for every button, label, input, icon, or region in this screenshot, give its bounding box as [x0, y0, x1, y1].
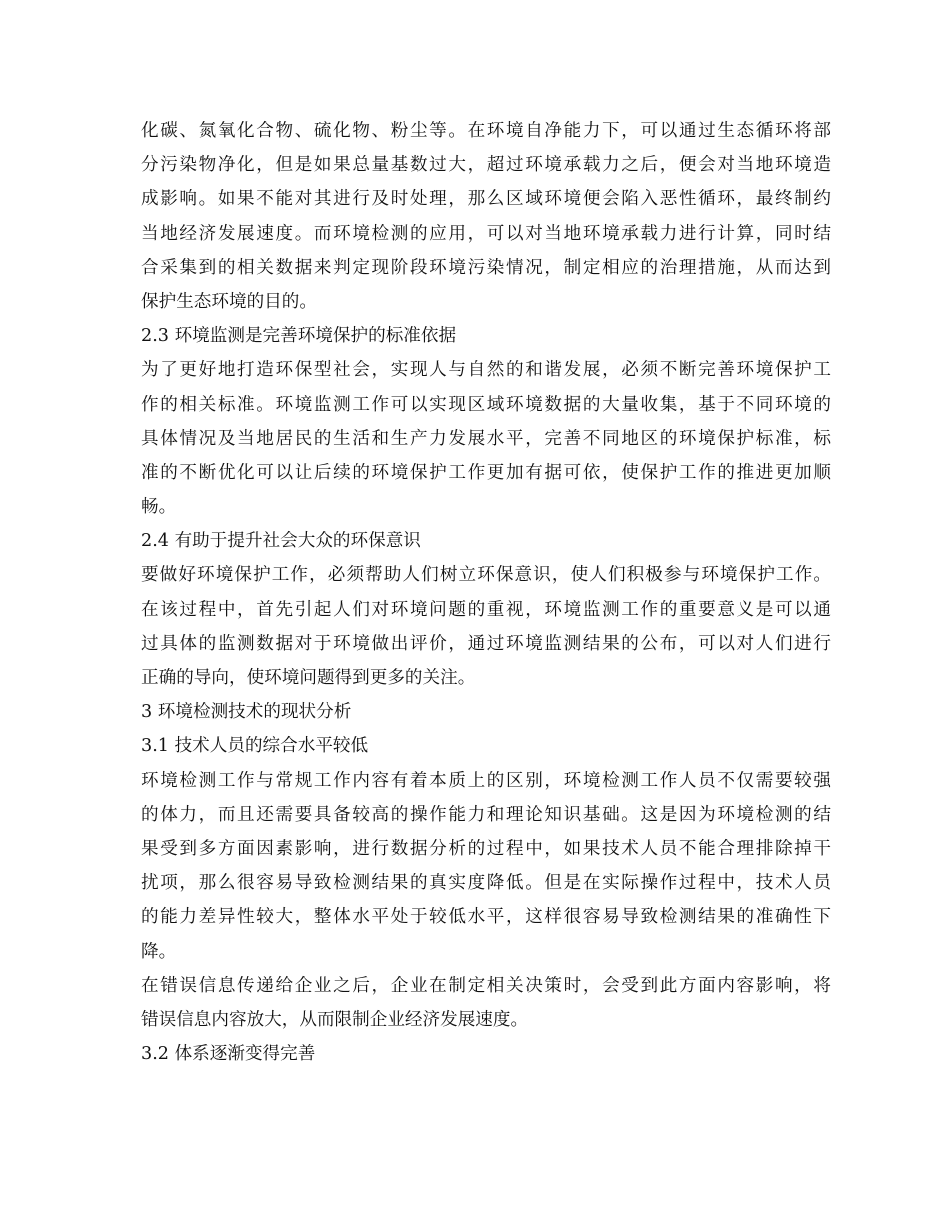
- paragraph-line: 分污染物净化，但是如果总量基数过大，超过环境承载力之后，便会对当地环境造: [141, 155, 831, 176]
- paragraph-line: 准的不断优化可以让后续的环境保护工作更加有据可依，使保护工作的推进更加顺: [141, 462, 831, 483]
- paragraph-line: 要做好环境保护工作，必须帮助人们树立环保意识，使人们积极参与环境保护工作。: [141, 565, 831, 586]
- section-heading: 3.1 技术人员的综合水平较低: [141, 736, 369, 757]
- paragraph-line: 具体情况及当地居民的生活和生产力发展水平，完善不同地区的环境保护标准，标: [141, 428, 831, 449]
- paragraph-line: 错误信息内容放大，从而限制企业经济发展速度。: [141, 1009, 529, 1030]
- paragraph-line: 过具体的监测数据对于环境做出评价，通过环境监测结果的公布，可以对人们进行: [141, 633, 831, 654]
- section-heading: 2.4 有助于提升社会大众的环保意识: [141, 531, 421, 552]
- paragraph-line: 保护生态环境的目的。: [141, 291, 317, 312]
- paragraph-line: 扰项，那么很容易导致检测结果的真实度降低。但是在实际操作过程中，技术人员: [141, 873, 831, 894]
- section-heading: 2.3 环境监测是完善环境保护的标准依据: [141, 326, 457, 347]
- paragraph-line: 作的相关标准。环境监测工作可以实现区域环境数据的大量收集，基于不同环境的: [141, 394, 831, 415]
- paragraph-line: 畅。: [141, 497, 177, 518]
- paragraph-line: 合采集到的相关数据来判定现阶段环境污染情况，制定相应的治理措施，从而达到: [141, 257, 831, 278]
- paragraph-line: 化碳、氮氧化合物、硫化物、粉尘等。在环境自净能力下，可以通过生态循环将部: [141, 121, 831, 141]
- paragraph-line: 的能力差异性较大，整体水平处于较低水平，这样很容易导致检测结果的准确性下: [141, 907, 831, 928]
- paragraph-line: 正确的导向，使环境问题得到更多的关注。: [141, 668, 476, 688]
- section-heading: 3 环境检测技术的现状分析: [141, 702, 352, 723]
- paragraph-line: 在该过程中，首先引起人们对环境问题的重视，环境监测工作的重要意义是可以通: [141, 599, 831, 620]
- paragraph-line: 果受到多方面因素影响，进行数据分析的过程中，如果技术人员不能合理排除掉干: [141, 838, 831, 859]
- paragraph-line: 降。: [141, 941, 177, 962]
- paragraph-line: 在错误信息传递给企业之后，企业在制定相关决策时，会受到此方面内容影响，将: [141, 975, 831, 996]
- paragraph-line: 成影响。如果不能对其进行及时处理，那么区域环境便会陷入恶性循环，最终制约: [141, 189, 831, 210]
- paragraph-line: 环境检测工作与常规工作内容有着本质上的区别，环境检测工作人员不仅需要较强: [141, 770, 831, 791]
- document-body: [141, 114, 831, 1071]
- paragraph-line: 为了更好地打造环保型社会，实现人与自然的和谐发展，必须不断完善环境保护工: [141, 360, 831, 381]
- paragraph-line: 当地经济发展速度。而环境检测的应用，可以对当地环境承载力进行计算，同时结: [141, 223, 831, 244]
- paragraph-line: 的体力，而且还需要具备较高的操作能力和理论知识基础。这是因为环境检测的结: [141, 804, 831, 825]
- section-heading: 3.2 体系逐渐变得完善: [141, 1044, 316, 1065]
